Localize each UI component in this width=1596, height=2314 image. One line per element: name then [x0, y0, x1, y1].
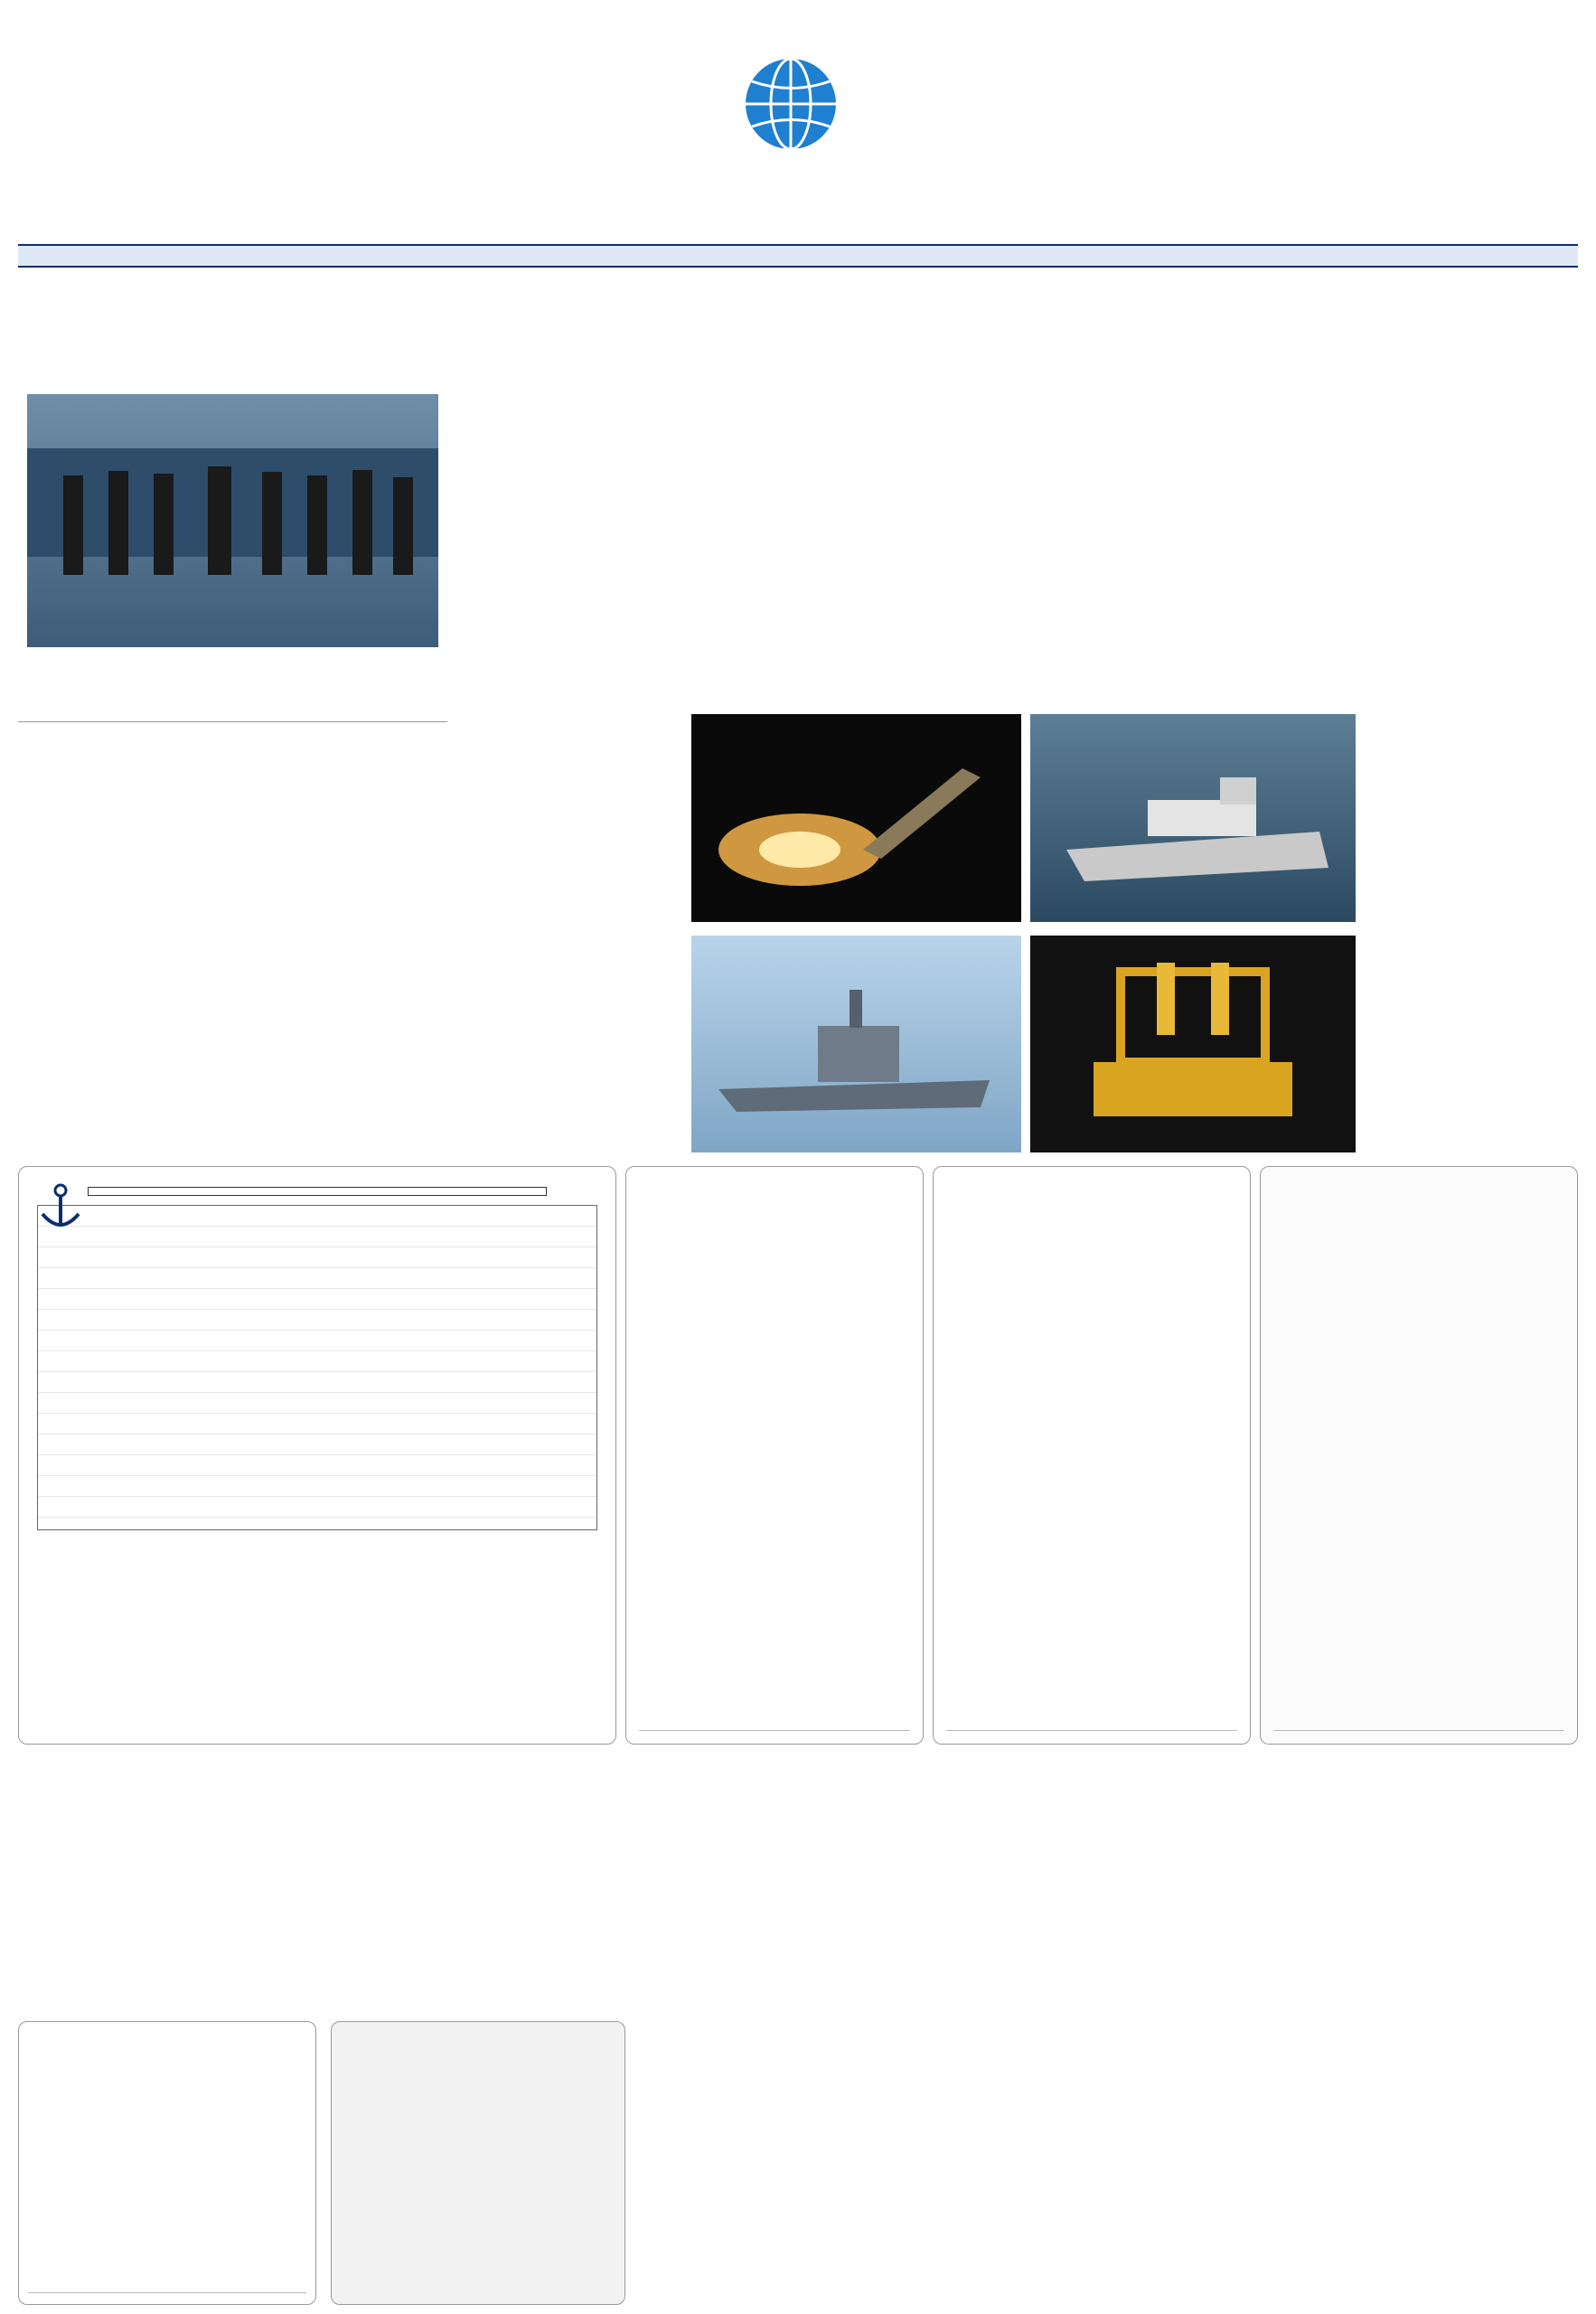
date-band [18, 244, 1578, 268]
masthead [0, 0, 1596, 242]
ad-row1-3 [625, 1166, 924, 1745]
lead-body-column [461, 633, 678, 1157]
surgery-story [18, 729, 447, 1000]
divider [18, 721, 447, 722]
photo-warship [691, 936, 1021, 1152]
ad-foot [1273, 1730, 1564, 1735]
right-column [1368, 282, 1578, 1150]
photo-kharazmi [27, 394, 438, 647]
photo-missile-launcher [1030, 936, 1356, 1152]
anchor-icon [33, 1180, 88, 1234]
kayhan-ads-phones [331, 2021, 625, 2305]
tender-ad [18, 1166, 616, 1745]
photo-missile-launch [691, 714, 1021, 922]
ad-row1-1 [1260, 1166, 1578, 1745]
photo-navy-ship [1030, 714, 1356, 922]
ad-foot [946, 1730, 1237, 1735]
globe-icon [741, 54, 840, 154]
bottom-left-boxes [18, 1012, 447, 1157]
lead-story [461, 271, 1356, 633]
left-top-story [18, 277, 447, 720]
ad-row1-2 [933, 1166, 1251, 1745]
masthead-right-story [1121, 20, 1573, 31]
masthead-logo [578, 27, 1012, 208]
masthead-left-story [23, 20, 475, 31]
tender-subject [88, 1187, 547, 1196]
ad-fanavari [18, 2021, 316, 2305]
tender-table [37, 1205, 597, 1530]
ad-foot [28, 2292, 306, 2297]
photo-story [691, 624, 1356, 1157]
ad-foot [639, 1730, 910, 1735]
